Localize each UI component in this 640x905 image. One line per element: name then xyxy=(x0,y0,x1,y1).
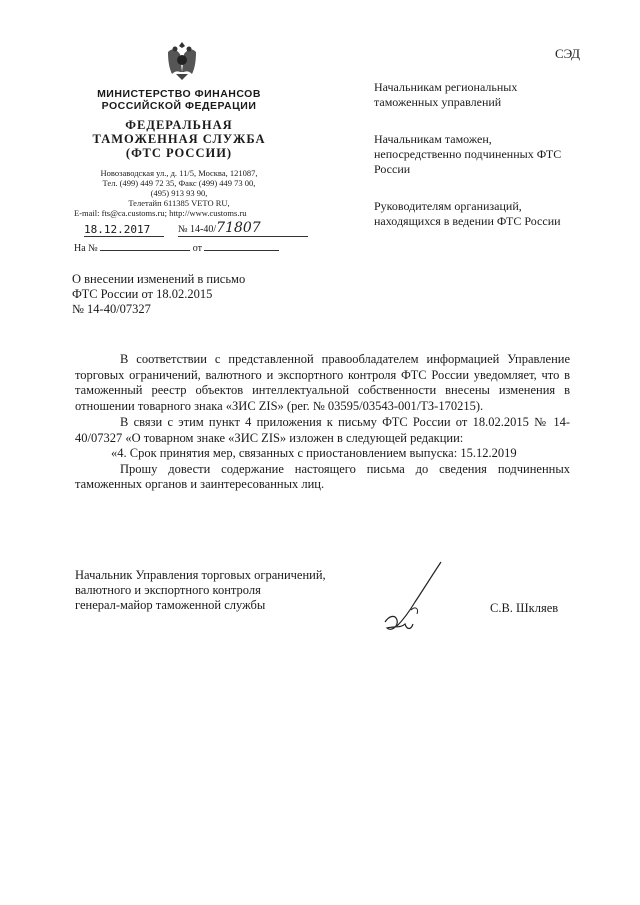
recipient-1: Начальникам региональных таможенных управлений xyxy=(374,80,518,109)
signatory-title-line: генерал-майор таможенной службы xyxy=(75,598,266,612)
subject xyxy=(72,272,245,317)
number-prefix: № 14-40/ xyxy=(178,224,217,235)
ministry-line-1: МИНИСТЕРСТВО ФИНАНСОВ xyxy=(97,88,261,100)
body-paragraph: «4. Срок принятия мер, связанных с приостановлением выпуска: 15.12.2019 xyxy=(111,446,517,460)
body-paragraph: В соответствии с представленной правообладателем информацией Управление торговых ограничений, валютного и экспортного контроля ФТС России уведомляет, что в таможенный реестр объектов интеллектуальной собственности внесены изменения в отношении товарного знака «ЗИС ZIS» (рег. № 03595/03543-001/ТЗ-170215). xyxy=(75,352,570,413)
ministry-name xyxy=(74,88,284,112)
body-paragraph: В связи с этим пункт 4 приложения к письму ФТС России от 18.02.2015 № 14-40/07327 «О товарном знаке «ЗИС ZIS» изложен в следующей редакции: xyxy=(75,415,570,445)
address-line: Телетайп 611385 VETO RU, xyxy=(128,198,230,208)
signatory-title xyxy=(75,568,326,613)
subject-line: № 14-40/07327 xyxy=(72,302,151,316)
service-line-1: ФЕДЕРАЛЬНАЯ xyxy=(125,118,233,132)
address-block xyxy=(74,168,284,218)
ref-prefix: На № xyxy=(74,243,98,254)
body-paragraph: Прошу довести содержание настоящего письма до сведения подчиненных таможенных органов и заинтересованных лиц. xyxy=(75,461,570,491)
address-line: Тел. (499) 449 72 35, Факс (499) 449 73 00, xyxy=(102,178,256,188)
registration-date xyxy=(84,223,164,237)
reference-line xyxy=(74,243,279,254)
recipient-3: Руководителям организаций, находящихся в ведении ФТС России xyxy=(374,199,561,228)
handwritten-number: 71807 xyxy=(216,220,261,236)
ref-from: от xyxy=(192,243,202,254)
handwritten-signature xyxy=(375,560,455,640)
service-line-2: ТАМОЖЕННАЯ СЛУЖБА xyxy=(92,132,266,146)
signatory-title-line: Начальник Управления торговых ограничений, xyxy=(75,568,326,582)
registration-number xyxy=(178,220,308,237)
signatory-title-line: валютного и экспортного контроля xyxy=(75,583,261,597)
address-line: E-mail: fts@ca.customs.ru; http://www.customs.ru xyxy=(74,208,247,218)
ref-number-blank xyxy=(100,250,190,251)
ministry-line-2: РОССИЙСКОЙ ФЕДЕРАЦИИ xyxy=(101,100,257,112)
signatory-name: С.В. Шкляев xyxy=(490,601,559,615)
subject-line: О внесении изменений в письмо xyxy=(72,272,246,286)
service-name xyxy=(74,118,284,160)
service-line-3: (ФТС РОССИИ) xyxy=(125,146,233,160)
coat-of-arms-icon xyxy=(160,38,204,82)
address-line: (495) 913 93 90, xyxy=(150,188,208,198)
recipient-2: Начальникам таможен, непосредственно подчиненных ФТС России xyxy=(374,132,562,176)
address-line: Новозаводская ул., д. 11/5, Москва, 121087, xyxy=(100,168,258,178)
subject-line: ФТС России от 18.02.2015 xyxy=(72,287,213,301)
date-stamp: 18.12.2017 xyxy=(84,223,164,237)
sed-mark: СЭД xyxy=(554,46,580,61)
letter-body xyxy=(75,352,570,493)
ref-date-blank xyxy=(204,250,279,251)
